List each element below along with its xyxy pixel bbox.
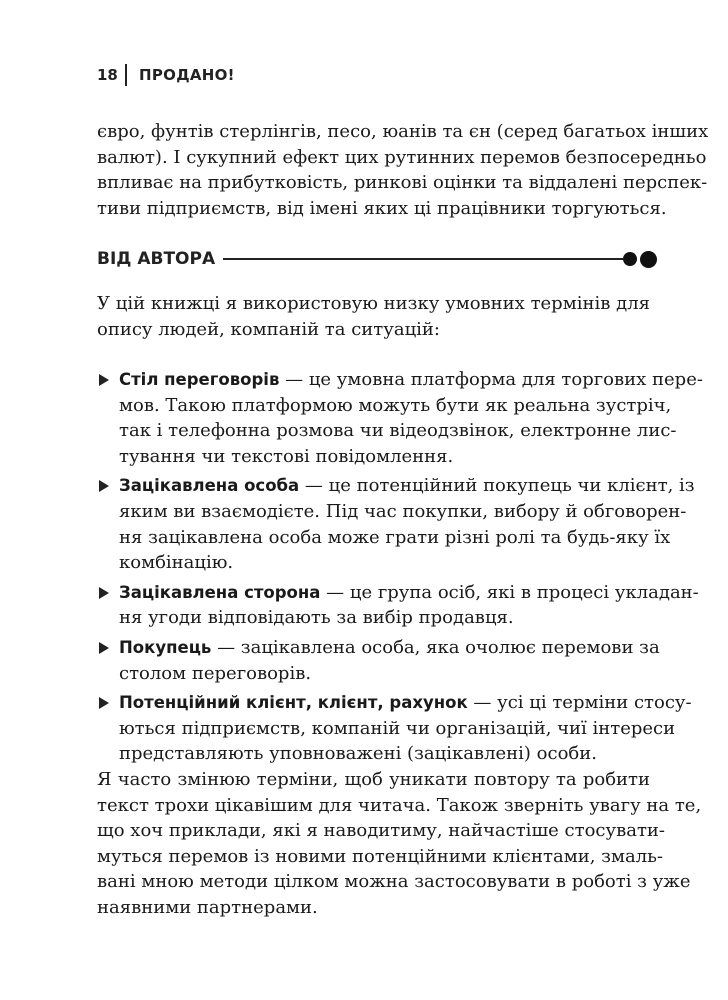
section-heading: [97, 247, 657, 271]
list-item: [97, 580, 699, 631]
text-line: наявними партнерами.: [97, 896, 318, 918]
text-line: ються підприємств, компаній чи організацій, чиї інтереси: [119, 717, 676, 739]
lead-paragraph: [97, 291, 650, 342]
terms-list: [97, 367, 703, 767]
text-line: опису людей, компаній та ситуацій:: [97, 318, 440, 340]
triangle-bullet-icon: [99, 587, 109, 599]
running-header: [97, 64, 235, 86]
text-line: У цій книжці я використовую низку умовних термінів для: [97, 293, 650, 314]
term: Потенційний клієнт, клієнт, рахунок: [119, 693, 468, 713]
text-line: комбінацію.: [119, 552, 234, 574]
term: Стіл переговорів: [119, 370, 280, 389]
text-line: так і телефонна розмова чи відеодзвінок, електронне лис-: [119, 420, 677, 442]
text-line: тиви підприємств, від імені яких ці працівники торгуються.: [97, 197, 667, 219]
text-line: представляють уповноважені (зацікавлені) особи.: [119, 743, 597, 765]
header-divider: [125, 64, 127, 86]
text-line: євро, фунтів стерлінгів, песо, юанів та єн (серед багатьох інших: [97, 121, 709, 142]
text-line: вані мною методи цілком можна застосовувати в роботі з уже: [97, 871, 691, 893]
definition-start: — усі ці терміни стосу-: [467, 692, 692, 714]
definition-start: — зацікавлена особа, яка очолює перемови за: [211, 636, 660, 658]
book-title: ПРОДАНО!: [139, 66, 235, 84]
text-line: валют). І сукупний ефект цих рутинних перемов безпосередньо: [97, 146, 707, 168]
list-item: [97, 635, 660, 686]
text-line: що хоч приклади, які я наводитиму, найчастіше стосувати-: [97, 820, 666, 842]
definition-start: — це група осіб, які в процесі укладан-: [320, 581, 699, 603]
large-dot-ornament: [640, 251, 657, 268]
text-line: Я часто змінюю терміни, щоб уникати повтору та робити: [97, 769, 650, 790]
text-line: тування чи текстові повідомлення.: [119, 445, 454, 467]
text-line: муться перемов із новими потенційними клієнтами, змаль-: [97, 845, 664, 867]
triangle-bullet-icon: [99, 480, 109, 492]
definition-start: — це умовна платформа для торгових пере-: [279, 369, 703, 390]
triangle-bullet-icon: [99, 374, 109, 386]
intro-paragraph: [97, 119, 709, 221]
text-line: мов. Такою платформою можуть бути як реальна зустріч,: [119, 394, 672, 416]
triangle-bullet-icon: [99, 697, 109, 709]
text-line: яким ви взаємодієте. Під час покупки, вибору й обговорен-: [119, 500, 687, 522]
text-line: ня зацікавлена особа може грати різні ролі та будь-яку їх: [119, 526, 671, 548]
list-item: [97, 367, 703, 469]
text-line: впливає на прибутковість, ринкові оцінки та віддалені перспек-: [97, 172, 708, 194]
text-line: ня угоди відповідають за вибір продавця.: [119, 607, 514, 629]
small-dot-ornament: [623, 252, 637, 266]
term: Зацікавлена сторона: [119, 582, 321, 602]
definition-start: — це потенційний покупець чи клієнт, із: [299, 475, 695, 497]
text-line: столом переговорів.: [119, 662, 312, 684]
triangle-bullet-icon: [99, 642, 109, 654]
term: Зацікавлена особа: [119, 476, 300, 496]
text-line: текст трохи цікавішим для читача. Також зверніть увагу на те,: [97, 794, 702, 816]
section-title: ВІД АВТОРА: [97, 249, 216, 269]
page-number: 18: [97, 66, 118, 84]
heading-rule: [223, 258, 623, 260]
list-item: [97, 690, 692, 767]
term: Покупець: [119, 637, 212, 657]
closing-paragraph: [97, 767, 702, 921]
list-item: [97, 473, 695, 575]
